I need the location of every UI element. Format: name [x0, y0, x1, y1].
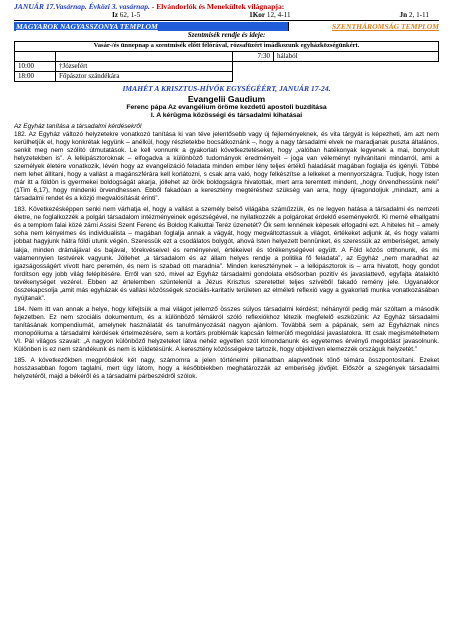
reading-2: 1Kor 12, 4-11	[249, 11, 291, 19]
document-subtitle: Ferenc pápa Az evangélium öröme kezdetű apostoli buzdítása	[126, 104, 327, 111]
mass-intention	[56, 52, 233, 62]
empty-cell	[233, 62, 274, 72]
empty-cell	[274, 72, 439, 82]
paragraph-182: 182. Az Egyház változó helyzetekre vonatkozó tanítása ki van téve jelentősebb vagy új fejleményeknek, és vita tárgyát is képezheti, ám azt nem kerülhetjük el, hogy konkrétak legyünk – anélkül, hogy részletekbe bocsátkoznánk –, hogy a nagy társadalmi elvek ne maradjanak puszta általános, senkit meg nem szólító útmutatások. Le kell vonnunk a gyakorlati következtetéseket, hogy „valóban hatékonyak legyenek a mai, bonyolult helyzetekben is”. A lelkipásztoroknak – elfogadva a különböző tudományok eredményeit – joga van véleményt nyilvánítani mindarról, ami a személyek életére vonatkozik, lévén hogy az evangelizáció feladata minden ember lény teljes értékű haladását magában foglalja és igényli. Többé nem lehet állítani, hogy a vallást a magánszférára kell korlátozni, s csak arra való, hogy felkészítse a lelkeket a mennyországra. Tudjuk, hogy Isten már itt a földön is gyermekei boldogságát akarja, jóllehet az örök boldogságra hivatottak, mert arra teremtett mindent, „hogy örvendhessünk neki” (1Tim 6,17), hogy mindenki örvendhessen. Ebből fakadóan a keresztény megtéréshez szükség van arra, hogy újragondoljuk „mindazt, ami a társadalmi rendet és a közjó megvalósítását érinti”.	[14, 130, 439, 203]
mass-time: 18:00	[15, 72, 56, 82]
note-row	[15, 42, 439, 52]
mass-table	[14, 41, 439, 82]
document-body	[14, 123, 439, 381]
section-heading: Az Egyház tanítása a társadalmi kérdésekről	[14, 122, 142, 130]
church-right: SZENTHÁROMSÁG TEMPLOM	[288, 22, 439, 31]
mass-intention: †Józsefért	[56, 62, 233, 72]
paragraph-183: 183. Következésképpen senki nem várhatja el, hogy a vallást a személy belső világába száműzzük, és ne legyen hatása a társadalmi és nemzeti életre, ne foglalkozzék a polgári társadalom intézményeinek egészségével, ne nyilatkozzék a polgárokat érdeklő eseményekről. Ki merné elhallgatni és a templom falai közé zárni Assisi Szent Ferenc és Boldog Kalkuttai Teréz üzenetét? Ők sem lennének képesek elfogadni ezt. A hiteles hit – amely soha nem kényelmes és individualista – magában foglalja annak a vágyát, hogy megváltoztassuk a világot, értékeket adjunk át, és hogy valami jobbat hagyjunk hátra földi utunk végén. Szeressük ezt a csodálatos bolygót, ahová Isten helyezett bennünket, és szeressük az emberiséget, amely lakja, minden drámájával és bajával, törekvéseivel és reményeivel, értékeivel és törékenységével együtt. A Föld közös otthonunk, és mi valamennyien testvérek vagyunk. Jóllehet „a társadalom és az állam helyes rendje a politika fő feladata”, az Egyház „nem maradhat az igazságosságért vívott harc peremén, és nem is szabad ott maradnia”. Minden kereszténynek – a lelkipásztorok is – arra hivatott, hogy gondot fordítson egy jobb világ felépítésére. Erről van szó, mivel az Egyház társadalmi gondolata elsősorban pozitív és javaslattevő, egyfajta átalakító tevékenységet vezérel. Ebben az értelemben szüntelenül a Jézus Krisztus szeretettel teljes szívéből fakadó remény jele. Ugyanakkor összekapcsolja „amit más egyházak és vallási közösségek szociális-karitatív területen az elméleti reflexió vagy a gyakorlati munka vonatkozásában nyújtanak”.	[14, 206, 439, 302]
churches-row	[14, 22, 439, 31]
mass-intention-2: hálaból	[274, 52, 439, 62]
mass-row	[15, 52, 439, 62]
empty-cell	[274, 62, 439, 72]
reading-3: Jn 2, 1-11	[399, 11, 429, 19]
readings-row	[14, 11, 439, 21]
paragraph-184: 184. Nem itt van annak a helye, hogy kifejtsük a mai világot jellemző összes súlyos társadalmi kérdést; néhányról pedig már szóltam a második fejezetben. Ez nem szociális dokumentum, és a különböző témákról szóló reflexiókhoz létezik megfelelő eszközünk: Az Egyház társadalmi tanításának kompendiumát, amelynek használatát és tanulmányozását nagyon ajánlom. Továbbá sem a pápának, sem az Egyháznak nincs monopóliuma a társadalmi kérdések értelmezésére, sem a kortárs problémák kapcsán felmerülő megoldási javaslatokra. Itt csak megismételhetem VI. Pál világos szavait: „A nagyon különböző helyzeteket látva nehéz egyetlen szót kimondanunk és egyetemes érvényű megoldást javasolnunk. Különben is ez nem szándékunk és nem is küldetésünk. A keresztény közösségekre tartozik, hogy objektíven elemezzék országuk helyzetét.”	[14, 305, 439, 354]
header-date: JANUÁR 17.Vasárnap. Évközi 3. vasárnap.	[14, 2, 150, 11]
document-title: Evangelii Gaudium	[187, 94, 266, 104]
mass-time-2: 7:30	[233, 52, 274, 62]
mass-time	[15, 52, 56, 62]
header-line	[14, 2, 439, 11]
paragraph-185: 185. A következőkben megpróbálok két nagy, számomra a jelen történelmi pillanatban alapvetőnek tűnő témára összpontosítani. Ezeket hosszasabban fogom taglalni, mert úgy látom, hogy a későbbiekben meghatározzák az emberiség jövőjét. Először a szegények társadalmi helyzetéről, majd a békéről és a társadalmi párbeszédről szólok.	[14, 357, 439, 381]
chapter-heading: I. A kérügma közösségi és társadalmi kihatásai	[150, 112, 303, 120]
mass-time: 10:00	[15, 62, 56, 72]
empty-cell	[233, 72, 274, 82]
rosary-note: Vasár-/és ünnepnap a szentmisék előtt félórával, rózsafüzért imádkozunk egyházközségünkért.	[15, 42, 439, 52]
mass-row	[15, 62, 439, 72]
bulletin-page	[14, 2, 439, 384]
unity-week-heading: IMAHÉT A KRISZTUS-HÍVŐK EGYSÉGÉÉRT, JANUÁR 17-24.	[122, 84, 331, 93]
header-world-day: - Elvándorlók és Menekültek világnapja:	[149, 2, 285, 11]
mass-row	[15, 72, 439, 82]
church-left: MAGYAROK NAGYASSZONYA TEMPLOM	[14, 22, 288, 31]
reading-1: Iz 62, 1-5	[112, 11, 141, 19]
mass-intention: Főpásztor szándékára	[56, 72, 233, 82]
schedule-title: Szentmisék rendje és ideje:	[187, 31, 266, 39]
